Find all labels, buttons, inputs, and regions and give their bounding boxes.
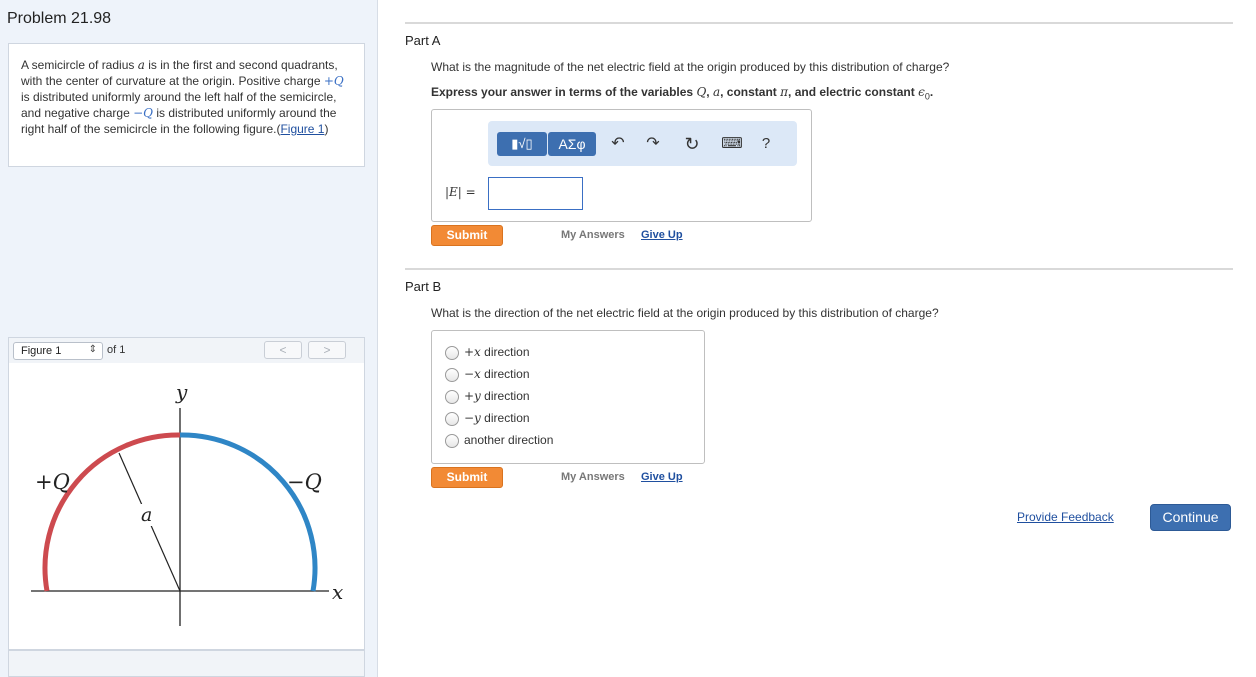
radio-button[interactable] (445, 368, 459, 382)
variable-a: a (712, 85, 721, 99)
part-a-submit-button[interactable]: Submit (431, 225, 503, 246)
radio-button[interactable] (445, 412, 459, 426)
option-math: −y (464, 411, 481, 425)
help-button[interactable]: ? (761, 135, 771, 152)
problem-text: is in the first and second quadrants, with the center of curvature at the origin. Positive charge (21, 58, 338, 88)
figure-select[interactable] (13, 342, 103, 360)
previous-figure-button[interactable] (264, 341, 302, 359)
positive-charge-variable: +Q (323, 74, 344, 88)
answer-editor (431, 109, 812, 222)
epsilon-subscript: 0 (924, 91, 930, 102)
undo-icon[interactable]: ↶ (611, 135, 625, 152)
radio-button[interactable] (445, 434, 459, 448)
part-a-give-up-link[interactable]: Give Up (641, 229, 683, 241)
semicircle-figure (9, 363, 364, 650)
option-label: direction (480, 367, 530, 381)
negative-charge-variable: −Q (133, 106, 153, 120)
constant-epsilon: ϵ (918, 85, 925, 99)
constant-pi: π (780, 85, 789, 99)
instruction-text: , constant (720, 85, 781, 99)
figure-link[interactable]: Figure 1 (280, 122, 325, 136)
option-minus-x[interactable] (445, 367, 530, 383)
figure-footer (8, 650, 365, 677)
part-b-title: Part B (405, 279, 442, 294)
answer-input[interactable] (488, 177, 583, 210)
problem-text: is distributed uniformly around the right half of the semicircle in the following figure.( (21, 106, 337, 136)
variable-q: Q (696, 85, 707, 99)
radio-button[interactable] (445, 390, 459, 404)
select-arrows-icon: ⇕ (88, 344, 97, 355)
problem-text: ) (324, 122, 329, 136)
option-math: −x (464, 367, 481, 381)
continue-button[interactable]: Continue (1150, 504, 1231, 531)
answer-label: |E| = (445, 185, 476, 199)
figure-canvas (8, 363, 365, 650)
provide-feedback-link[interactable]: Provide Feedback (1017, 510, 1114, 524)
option-label: direction (480, 345, 530, 359)
direction-options (431, 330, 705, 464)
part-b-give-up-link[interactable]: Give Up (641, 471, 683, 483)
radius-variable: a (137, 58, 145, 72)
reset-icon[interactable]: ↻ (684, 134, 700, 154)
templates-button[interactable]: ▮√▯ (497, 132, 547, 156)
instruction-text: , (706, 85, 713, 99)
radio-button[interactable] (445, 346, 459, 360)
option-math: +x (464, 345, 481, 359)
part-a-question: What is the magnitude of the net electric field at the origin produced by this distribution of charge? (431, 60, 950, 74)
keyboard-icon[interactable]: ⌨ (721, 135, 743, 152)
problem-text: A semicircle of radius (21, 58, 138, 72)
option-plus-y[interactable] (445, 389, 530, 405)
part-b-question: What is the direction of the net electric field at the origin produced by this distribution of charge? (431, 306, 939, 320)
problem-title: Problem 21.98 (7, 10, 112, 27)
figure-count: of 1 (107, 344, 126, 356)
instruction-text: , and electric constant (788, 85, 919, 99)
option-minus-y[interactable] (445, 411, 530, 427)
positive-charge-label: +Q (35, 470, 70, 494)
option-label: another direction (464, 433, 554, 447)
negative-charge-label: −Q (287, 470, 322, 494)
option-math: +y (464, 389, 481, 403)
radius-label: a (141, 504, 153, 526)
math-toolbar (488, 121, 797, 166)
figure-select-value: Figure 1 (21, 345, 62, 357)
option-plus-x[interactable] (445, 345, 530, 361)
problem-text: is distributed uniformly around the left half of the semicircle, and negative charge (21, 90, 337, 120)
problem-statement (8, 43, 365, 167)
option-another-direction[interactable] (445, 433, 553, 449)
option-label: direction (480, 411, 530, 425)
part-a-instruction (431, 85, 933, 101)
redo-icon[interactable]: ↷ (646, 135, 660, 152)
part-a-title: Part A (405, 33, 441, 48)
part-b-submit-button[interactable]: Submit (431, 467, 503, 488)
figure-navigation-bar (8, 337, 365, 364)
problem-panel (0, 0, 378, 677)
part-b-my-answers-link[interactable]: My Answers (561, 471, 625, 483)
chevron-left-icon: < (279, 343, 287, 357)
positive-charge-arc (45, 435, 180, 591)
chevron-right-icon: > (323, 343, 331, 357)
part-a-my-answers-link[interactable]: My Answers (561, 229, 625, 241)
instruction-text: . (929, 85, 934, 99)
y-axis-label: y (176, 380, 188, 404)
part-a-divider (405, 22, 1233, 24)
next-figure-button[interactable] (308, 341, 346, 359)
part-b-divider (405, 268, 1233, 270)
greek-symbols-button[interactable]: ΑΣφ (548, 132, 596, 156)
option-label: direction (480, 389, 530, 403)
instruction-text: Express your answer in terms of the variables (431, 85, 697, 99)
negative-charge-arc (180, 435, 315, 591)
x-axis-label: x (332, 580, 344, 604)
